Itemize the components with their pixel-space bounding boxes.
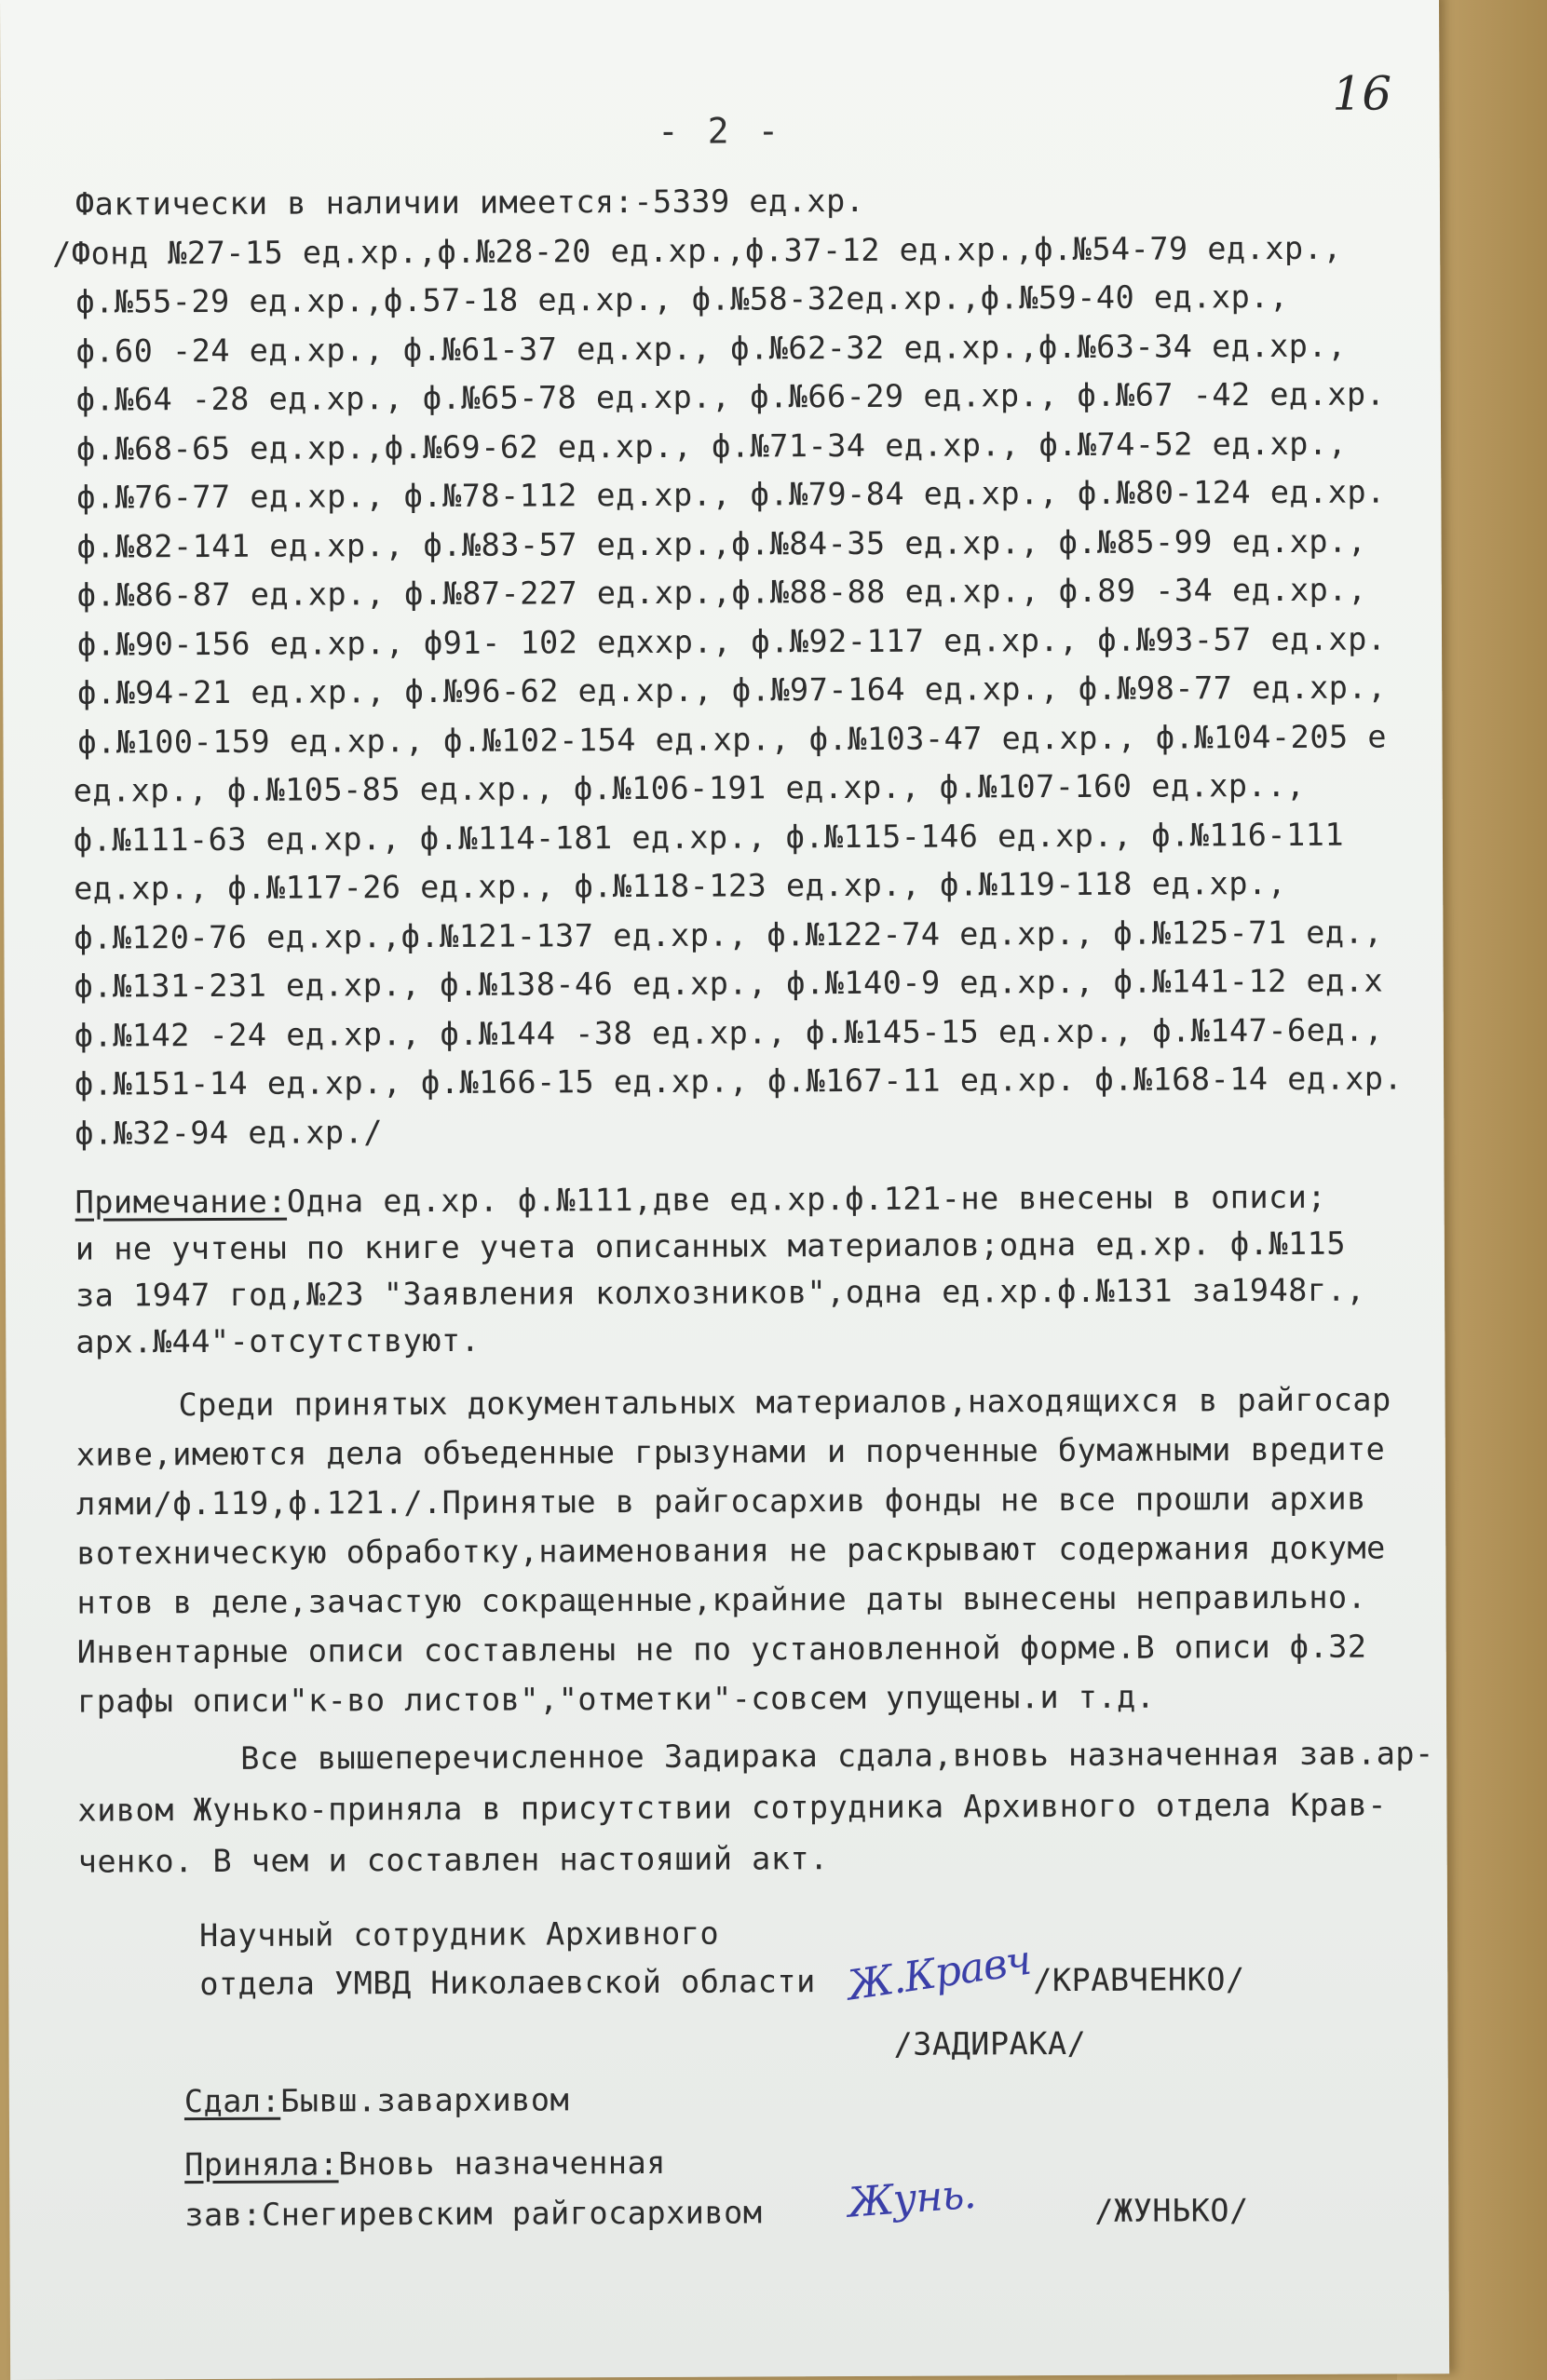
note-line: за 1947 год,№23 "Заявления колхозников",одна ед.хр.ф.№131 за1948г., [75,1271,1365,1314]
accepted-text: Вновь назначенная [338,2143,666,2183]
accepted-line [184,2144,666,2183]
text-line: ф.№86-87 ед.хр., ф.№87-227 ед.хр.,ф.№88-88 ед.хр., ф.89 -34 ед.хр., [76,571,1367,614]
text-line: ф.№68-65 ед.хр.,ф.№69-62 ед.хр., ф.№71-34 ед.хр., ф.№74-52 ед.хр., [76,425,1348,467]
note-line: арх.№44"-отсутствуют. [75,1321,481,1360]
text-line: ф.№94-21 ед.хр., ф.№96-62 ед.хр., ф.№97-164 ед.хр., ф.№98-77 ед.хр., [77,669,1387,711]
text-line: Среди принятых документальных материалов,находящихся в райгосар [178,1381,1391,1424]
accepted-line2: зав:Снегиревским райгосархивом [184,2194,763,2234]
text-line: ф.№76-77 ед.хр., ф.№78-112 ед.хр., ф.№79-84 ед.хр., ф.№80-124 ед.хр. [76,473,1386,516]
text-line: Все вышеперечисленное Задирака сдала,вновь назначенная зав.ар- [240,1735,1434,1777]
text-line: ф.№90-156 ед.хр., ф91- 102 едххр., ф.№92-117 ед.хр., ф.№93-57 ед.хр. [76,620,1387,663]
text-line: ед.хр., ф.№117-26 ед.хр., ф.№118-123 ед.хр., ф.№119-118 ед.хр., [74,864,1287,907]
page-number: 16 [1332,66,1392,121]
note-first-line: Одна ед.хр. ф.№111,две ед.хр.ф.121-не внесены в описи; [286,1178,1327,1220]
handed-name: /ЗАДИРАКА/ [893,2024,1087,2062]
note-line: и не учтены по книге учета описанных материалов;одна ед.хр. ф.№115 [75,1224,1347,1267]
text-line: хивом Жунько-приняла в присутствии сотрудника Архивного отдела Крав- [77,1786,1388,1829]
kravchenko-signature: Ж.Кравч [844,1936,1034,2010]
accepted-label: Приняла: [184,2145,339,2184]
zhunko-signature: Жунь. [846,2170,977,2227]
staff-line: Научный сотрудник Архивного [198,1914,720,1954]
text-line: ф.№142 -24 ед.хр., ф.№144 -38 ед.хр., ф.№145-15 ед.хр., ф.№147-6ед., [74,1011,1384,1054]
text-line: Фактически в наличии имеется:-5339 ед.хр. [75,182,865,223]
text-line: ф.№151-14 ед.хр., ф.№166-15 ед.хр., ф.№167-11 ед.хр. ф.№168-14 ед.хр. [74,1060,1404,1102]
text-line: ф.№32-94 ед.хр./ [75,1113,384,1152]
note-line [75,1179,1327,1221]
text-line: вотехническую обработку,наименования не раскрывают содержания докуме [76,1529,1386,1572]
text-line: ф.№131-231 ед.хр., ф.№138-46 ед.хр., ф.№140-9 ед.хр., ф.№141-12 ед.х [74,962,1384,1005]
text-line: ф.№120-76 ед.хр.,ф.№121-137 ед.хр., ф.№122-74 ед.хр., ф.№125-71 ед., [74,913,1383,956]
text-line: ф.№82-141 ед.хр., ф.№83-57 ед.хр.,ф.№84-35 ед.хр., ф.№85-99 ед.хр., [76,522,1367,565]
accepted-name: /ЖУНЬКО/ [1094,2192,1249,2229]
text-line: графы описи"к-во листов","отметки"-совсем упущены.и т.д. [76,1678,1156,1720]
text-line: хиве,имеются дела объеденные грызунами и порченные бумажными вредите [75,1430,1386,1473]
handed-text: Бывш.заварxивом [280,2081,570,2119]
text-line: ченко. В чем и составлен настояший акт. [77,1840,829,1880]
text-line: нтов в деле,зачастую сокращенные,крайние даты вынесены неправильно. [76,1578,1367,1621]
text-line: ф.60 -24 ед.хр., ф.№61-37 ед.хр., ф.№62-32 ед.хр.,ф.№63-34 ед.хр., [75,327,1347,370]
handed-line [184,2081,570,2119]
text-line: ед.хр., ф.№105-85 ед.хр., ф.№106-191 ед.хр., ф.№107-160 ед.хр.., [73,766,1306,809]
note-label: Примечание: [75,1183,288,1221]
page-header: - 2 - [657,110,783,152]
handed-label: Сдал: [183,2082,281,2120]
text-line: /Фонд №27-15 ед.хр.,ф.№28-20 ед.хр.,ф.37-12 ед.хр.,ф.№54-79 ед.хр., [52,229,1343,272]
text-line: ф.№100-159 ед.хр., ф.№102-154 ед.хр., ф.№103-47 ед.хр., ф.№104-205 е [77,718,1388,761]
text-line: ф.№111-63 ед.хр., ф.№114-181 ед.хр., ф.№115-146 ед.хр., ф.№116-111 [73,816,1345,859]
text-line: лями/ф.119,ф.121./.Принятые в райгосархив фонды не все прошли архив [75,1480,1366,1522]
staff-line: отдела УМВД Николаевской области [199,1963,816,2003]
staff-name: /КРАВЧЕНКО/ [1033,1961,1245,1999]
text-line: ф.№55-29 ед.хр.,ф.57-18 ед.хр., ф.№58-32ед.хр.,ф.№59-40 ед.хр., [75,277,1289,320]
text-line: Инвентарные описи составлены не по установленной форме.В описи ф.32 [76,1628,1367,1670]
text-line: ф.№64 -28 ед.хр., ф.№65-78 ед.хр., ф.№66-29 ед.хр., ф.№67 -42 ед.хр. [75,375,1386,418]
